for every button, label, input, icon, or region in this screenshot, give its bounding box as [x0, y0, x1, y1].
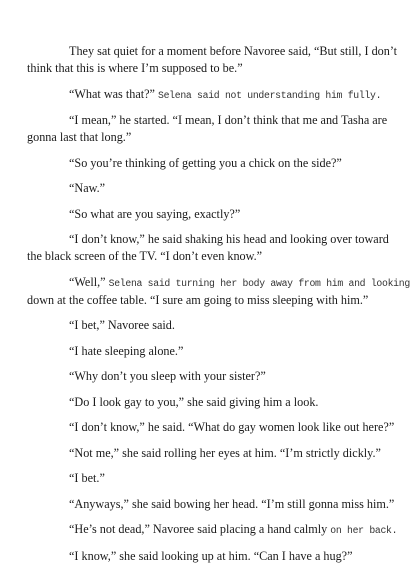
- paragraph: [48, 445, 388, 462]
- text-segment: They sat quiet for a moment before Navoree said, “But still, I don’t: [69, 44, 398, 58]
- paragraph: [48, 496, 395, 513]
- paragraph: [27, 231, 389, 265]
- text-line: [48, 470, 388, 487]
- paragraph: [48, 343, 388, 360]
- text-line: [27, 248, 388, 265]
- text-segment: “Anyways,” she said bowing her head. “I’m still gonna miss him.”: [69, 496, 395, 511]
- text-line: [48, 155, 388, 172]
- text-line: [48, 206, 388, 223]
- text-segment: “Do I look gay to you,” she said giving him a look.: [69, 394, 319, 409]
- paragraph: [48, 470, 388, 487]
- text-line: [48, 43, 398, 60]
- text-line: [48, 548, 388, 565]
- text-segment: “I bet,” Navoree said.: [69, 318, 175, 332]
- text-segment: gonna last that long.”: [27, 130, 132, 144]
- text-segment: “Why don’t you sleep with your sister?”: [69, 369, 266, 383]
- text-line: [48, 274, 410, 292]
- text-line: [48, 343, 388, 360]
- text-line: [48, 86, 388, 104]
- paragraph: [48, 317, 388, 334]
- text-segment: “He’s not dead,” Navoree said placing a hand calmly: [69, 522, 331, 536]
- text-segment: down at the coffee table. “I sure am going to miss sleeping with him.”: [27, 292, 369, 307]
- text-line: [27, 129, 388, 146]
- paragraph: [48, 206, 388, 223]
- text-segment: “I bet.”: [69, 471, 105, 485]
- text-segment: “Well,”: [69, 274, 109, 289]
- text-line: [48, 231, 388, 248]
- paragraph: [48, 521, 398, 539]
- text-line: [48, 445, 388, 462]
- paragraph: [48, 155, 388, 172]
- typewriter-text-segment: Selena said not understanding him fully.: [158, 89, 382, 101]
- text-segment: “So what are you saying, exactly?”: [69, 206, 241, 221]
- text-line: [48, 394, 388, 411]
- paragraph: [48, 548, 388, 565]
- paragraph: [48, 368, 388, 385]
- text-line: [48, 180, 388, 197]
- text-segment: think that this is where I’m supposed to be.”: [27, 61, 243, 75]
- text-segment: “I mean,” he started. “I mean, I don’t think that me and Tasha are: [69, 113, 388, 127]
- text-line: [48, 419, 395, 436]
- text-segment: “I don’t know,” he said shaking his head and looking over toward: [69, 232, 389, 246]
- paragraph: [48, 419, 395, 436]
- text-segment: “What was that?”: [69, 86, 158, 101]
- paragraph: [48, 180, 388, 197]
- paragraph: [27, 112, 388, 146]
- text-segment: “So you’re thinking of getting you a chick on the side?”: [69, 155, 342, 170]
- paragraph: [48, 394, 388, 411]
- text-line: [48, 496, 395, 513]
- text-line: [27, 60, 388, 77]
- paragraph: [27, 43, 398, 77]
- typewriter-text-segment: on her back.: [330, 525, 398, 536]
- text-line: [27, 292, 388, 309]
- text-segment: “I know,” she said looking up at him. “Can I have a hug?”: [69, 548, 353, 563]
- text-segment: “Naw.”: [69, 181, 106, 195]
- text-line: [48, 317, 388, 334]
- document-page: [27, 43, 410, 573]
- text-segment: the black screen of the TV. “I don’t even know.”: [27, 249, 263, 263]
- text-segment: “I hate sleeping alone.”: [69, 343, 184, 358]
- typewriter-text-segment: Selena said turning her body away from him and looking: [108, 277, 410, 289]
- text-line: [48, 368, 388, 385]
- paragraph: [48, 86, 388, 104]
- text-segment: “Not me,” she said rolling her eyes at him. “I’m strictly dickly.”: [69, 445, 381, 460]
- paragraph: [27, 274, 410, 309]
- text-line: [48, 112, 388, 129]
- text-line: [48, 521, 398, 539]
- text-segment: “I don’t know,” he said. “What do gay women look like out here?”: [69, 420, 395, 434]
